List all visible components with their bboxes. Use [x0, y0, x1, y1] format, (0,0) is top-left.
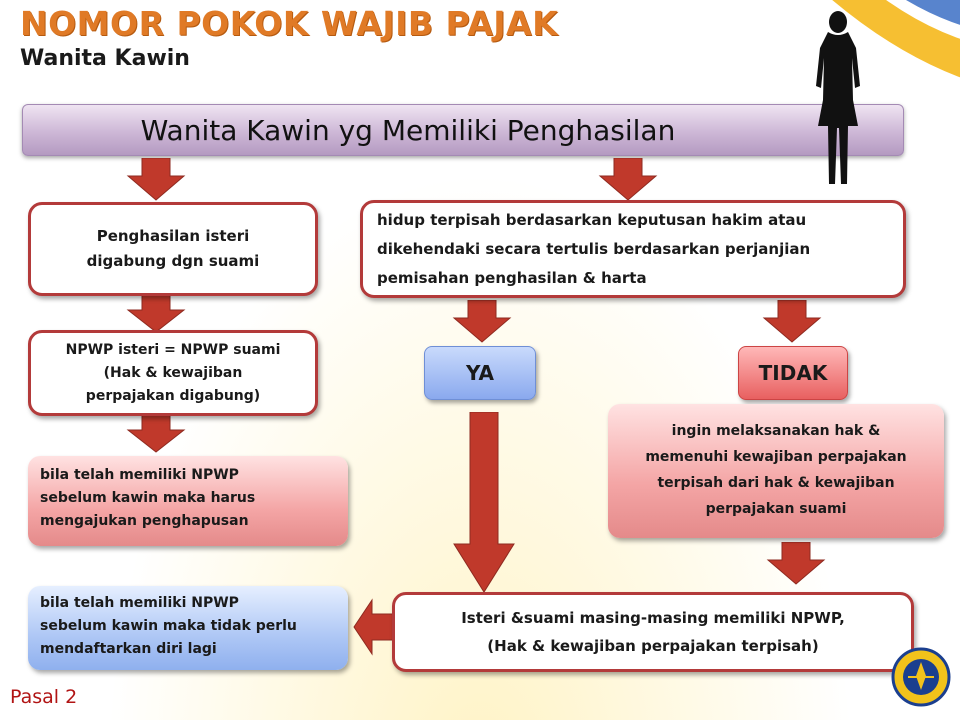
banner — [22, 104, 904, 156]
left-arrow-icon — [352, 598, 396, 656]
box-line: ingin melaksanakan hak & — [671, 423, 881, 439]
box-line: perpajakan digabung) — [85, 387, 261, 404]
down-arrow-icon — [762, 300, 822, 344]
deletion-note-box — [28, 456, 348, 546]
box-line: hidup terpisah berdasarkan keputusan hakim atau — [377, 210, 807, 229]
box-line: mengajukan penghapusan — [40, 513, 249, 529]
box-line: digabung dgn suami — [86, 252, 260, 270]
box-line: mendaftarkan diri lagi — [40, 641, 217, 657]
box-line: (Hak & kewajiban perpajakan terpisah) — [487, 637, 819, 655]
box-line: NPWP isteri = NPWP suami — [65, 341, 281, 358]
box-line: Isteri &suami masing-masing memiliki NPWP, — [461, 609, 845, 627]
box-line: Penghasilan isteri — [96, 227, 250, 245]
box-line: bila telah memiliki NPWP — [40, 595, 239, 611]
no-registration-note-box — [28, 586, 348, 670]
box-line: perpajakan suami — [705, 501, 847, 517]
box-line: pemisahan penghasilan & harta — [377, 268, 647, 287]
box-line: sebelum kawin maka tidak perlu — [40, 618, 297, 634]
box-line: bila telah memiliki NPWP — [40, 467, 239, 483]
box-line: terpisah dari hak & kewajiban — [657, 475, 895, 491]
box-line: (Hak & kewajiban — [103, 364, 243, 381]
yes-label: YA — [424, 346, 536, 400]
ministry-emblem-icon — [890, 646, 952, 708]
down-arrow-icon — [598, 158, 658, 202]
woman-silhouette-icon — [798, 8, 878, 190]
box-line: dikehendaki secara tertulis berdasarkan perjanjian — [377, 239, 811, 258]
page-title: NOMOR POKOK WAJIB PAJAK — [20, 4, 559, 43]
down-arrow-icon — [126, 414, 186, 454]
down-arrow-icon — [126, 294, 186, 334]
separation-condition-box — [360, 200, 906, 298]
down-arrow-icon — [126, 158, 186, 202]
box-line: sebelum kawin maka harus — [40, 490, 256, 506]
down-arrow-icon — [452, 300, 512, 344]
footer-label: Pasal 2 — [10, 686, 78, 708]
down-arrow-icon — [766, 542, 826, 586]
page-subtitle: Wanita Kawin — [20, 46, 190, 71]
no-label: TIDAK — [738, 346, 848, 400]
box-line: memenuhi kewajiban perpajakan — [645, 449, 907, 465]
shared-npwp-box — [28, 330, 318, 416]
long-down-arrow-icon — [452, 412, 516, 594]
separate-rights-box — [608, 404, 944, 538]
separate-npwp-result-box — [392, 592, 914, 672]
banner-text: Wanita Kawin yg Memiliki Penghasilan — [140, 113, 676, 147]
combined-income-box — [28, 202, 318, 296]
